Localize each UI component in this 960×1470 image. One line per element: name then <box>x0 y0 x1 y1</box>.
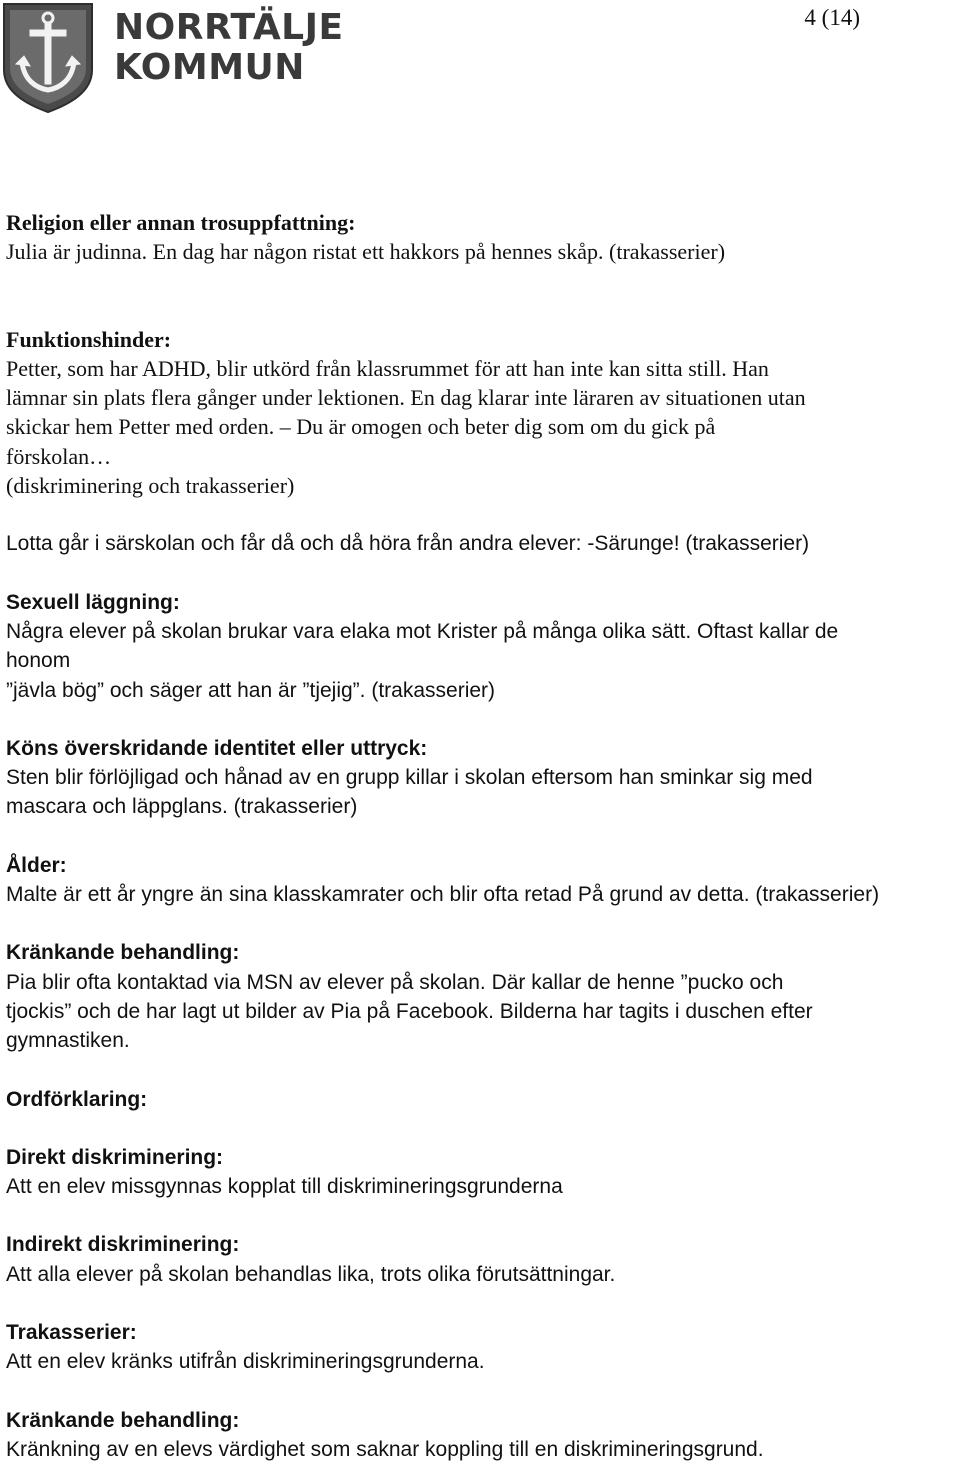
text-line: mascara och läppglans. (trakasserier) <box>6 795 358 819</box>
section-heading: Ordförklaring: <box>6 1087 148 1111</box>
text-line: Att alla elever på skolan behandlas lika, trots olika förutsättningar. <box>6 1262 616 1286</box>
text-line: gymnastiken. <box>6 1029 130 1053</box>
text-line: skickar hem Petter med orden. – Du är omogen och beter dig som om du gick på <box>6 414 716 440</box>
section-heading: Kränkande behandling: <box>6 941 240 965</box>
page-number: 4 (14) <box>804 5 860 30</box>
text-line: Malte är ett år yngre än sina klasskamrater och blir ofta retad På grund av detta. (trakasserier) <box>6 883 880 907</box>
text-line: Att en elev kränks utifrån diskrimineringsgrunderna. <box>6 1350 485 1374</box>
text-line: Petter, som har ADHD, blir utkörd från klassrummet för att han inte kan sitta still. Han <box>6 355 769 381</box>
text-line: Sten blir förlöjligad och hånad av en grupp killar i skolan eftersom han sminkar sig med <box>6 766 813 790</box>
section-heading: Trakasserier: <box>6 1321 137 1345</box>
section-heading: Direkt diskriminering: <box>6 1145 224 1169</box>
anchor-shield-icon <box>0 0 100 115</box>
section-funktionshinder <box>6 325 958 501</box>
section-trakasserier <box>6 1318 958 1377</box>
section-heading: Religion eller annan trosuppfattning: <box>6 210 356 235</box>
section-lotta <box>6 529 958 558</box>
section-heading: Ålder: <box>6 853 67 877</box>
section-alder <box>6 851 958 910</box>
text-line: Lotta går i särskolan och får då och då höra från andra elever: -Särunge! (trakasserier) <box>6 532 810 556</box>
text-line: Pia blir ofta kontaktad via MSN av elever på skolan. Där kallar de henne ”pucko och <box>6 970 784 994</box>
logo <box>0 0 344 115</box>
section-heading: Kränkande behandling: <box>6 1408 240 1432</box>
section-krankande-2 <box>6 1406 958 1465</box>
text-line: förskolan… <box>6 443 112 469</box>
text-line: Kränkning av en elevs värdighet som saknar koppling till en diskrimineringsgrund. <box>6 1437 764 1461</box>
section-heading: Indirekt diskriminering: <box>6 1233 240 1257</box>
text-line: Julia är judinna. En dag har någon ristat ett hakkors på hennes skåp. (trakasserier) <box>6 239 726 265</box>
section-heading: Funktionshinder: <box>6 326 172 352</box>
text-line: Att en elev missgynnas kopplat till diskrimineringsgrunderna <box>6 1175 563 1199</box>
logo-line-1: NORRTÄLJE <box>114 7 344 48</box>
logo-line-2: KOMMUN <box>114 47 305 88</box>
section-sexuell <box>6 588 958 705</box>
section-heading: Köns överskridande identitet eller uttryck: <box>6 736 428 760</box>
section-kons <box>6 734 958 822</box>
section-direkt <box>6 1143 958 1202</box>
text-line: honom <box>6 649 71 673</box>
text-line: lämnar sin plats flera gånger under lektionen. En dag klarar inte läraren av situationen utan <box>6 385 806 411</box>
section-religion <box>6 208 958 267</box>
text-line: Några elever på skolan brukar vara elaka mot Krister på många olika sätt. Oftast kallar de <box>6 619 839 643</box>
section-ordforklaring <box>6 1085 958 1114</box>
section-krankande-1 <box>6 938 958 1055</box>
section-indirekt <box>6 1230 958 1289</box>
document-body <box>6 208 958 1464</box>
text-line: (diskriminering och trakasserier) <box>6 473 295 499</box>
text-line: ”jävla bög” och säger att han är ”tjejig”. (trakasserier) <box>6 678 496 702</box>
text-line: tjockis” och de har lagt ut bilder av Pia på Facebook. Bilderna har tagits i duschen efter <box>6 999 813 1023</box>
section-heading: Sexuell läggning: <box>6 590 180 614</box>
